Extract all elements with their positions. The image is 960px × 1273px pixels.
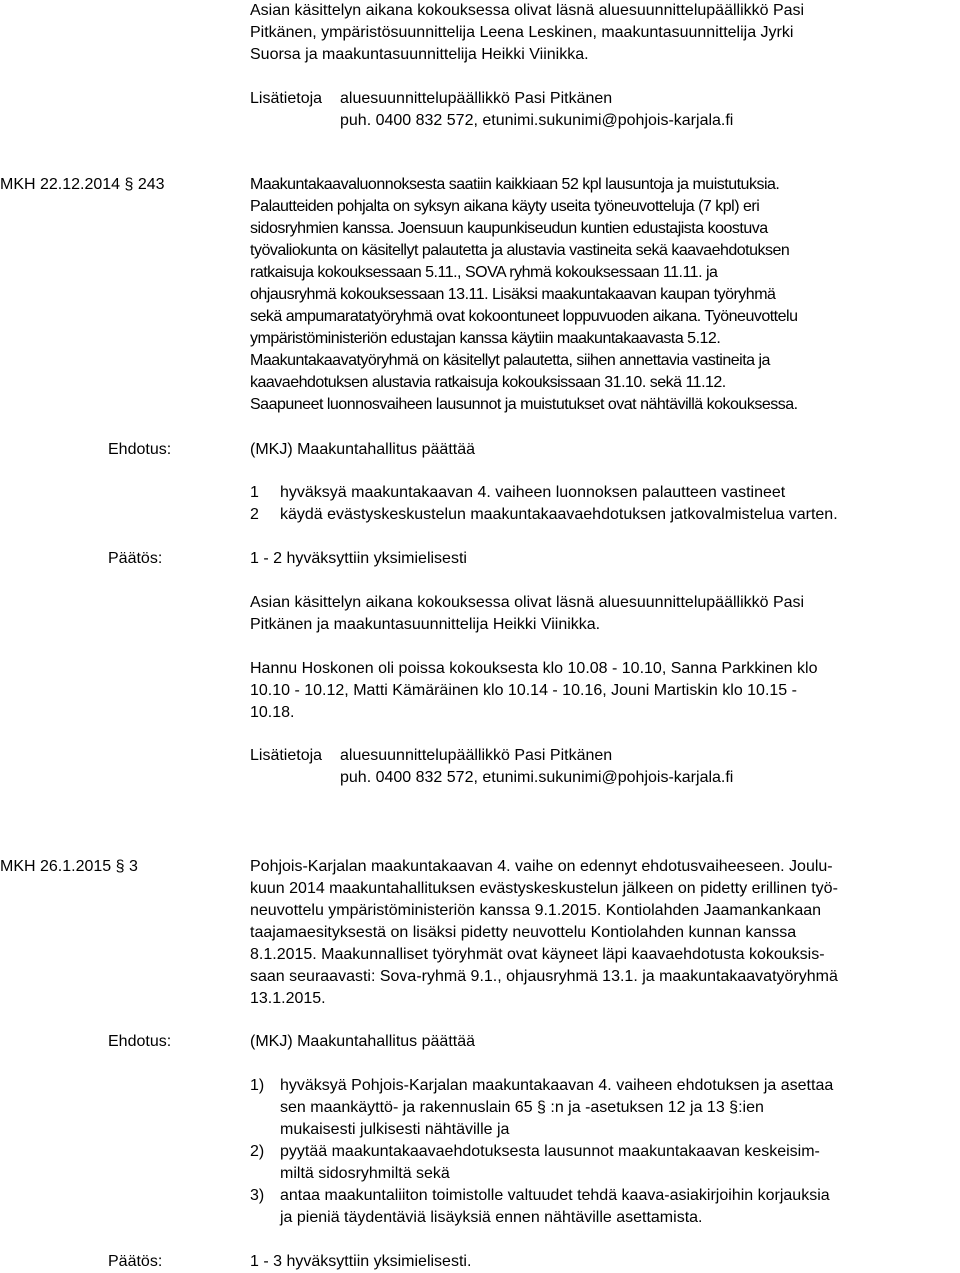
ehdotus-label: Ehdotus:: [108, 441, 172, 458]
text-line: Palautteiden pohjalta on syksyn aikana käyty useita työneuvotteluja (7 kpl) eri: [250, 198, 760, 215]
text-line: 10.10 - 10.12, Matti Kämäräinen klo 10.14 - 10.16, Jouni Martiskin klo 10.15 -: [250, 682, 797, 699]
text-line: työvaliokunta on käsitellyt palautetta ja alustavia vastineita sekä kaavaehdotuksen: [250, 242, 790, 259]
text-line: kaavaehdotuksen alustavia ratkaisuja kokouksissaan 31.10. sekä 11.12.: [250, 374, 726, 391]
text-line: Asian käsittelyn aikana kokouksessa olivat läsnä aluesuunnittelupäällikkö Pasi: [250, 594, 805, 611]
text-line: neuvottelu ympäristöministeriön kanssa 9.1.2015. Kontiolahden Jaamankankaan: [250, 902, 822, 919]
lisatietoja-label: Lisätietoja: [250, 747, 323, 764]
absence-paragraph: [250, 658, 960, 724]
list-item: 3) antaa maakuntaliiton toimistolle valtuudet tehdä kaava-asiakirjoihin korjauksia ja pieniä täydentäviä lisäyksiä ennen nähtäville asettamista.: [250, 1187, 830, 1226]
text-line: ympäristöministeriön edustajan kanssa käytiin maakuntakaavasta 5.12.: [250, 330, 721, 347]
list-item: 1) hyväksyä Pohjois-Karjalan maakuntakaavan 4. vaiheen ehdotuksen ja asettaa sen maankäyttö- ja rakennuslain 65 § :n ja -asetuksen 12 ja 13 §:ien mukaisesti julkisesti nähtäville ja: [250, 1077, 834, 1138]
text-line: kuun 2014 maakuntahallituksen evästyskeskustelun jälkeen on pidetty erillinen työ-: [250, 880, 838, 897]
section-body: [250, 856, 960, 1010]
paatos-label: Päätös:: [108, 1253, 163, 1270]
text-line: Pitkänen ja maakuntasuunnittelija Heikki Viinikka.: [250, 616, 601, 633]
lisatietoja-label: Lisätietoja: [250, 90, 323, 107]
text-line: ohjausryhmä kokouksessaan 13.11. Lisäksi maakuntakaavan kaupan työryhmä: [250, 286, 776, 303]
list-item: 1 hyväksyä maakuntakaavan 4. vaiheen luonnoksen palautteen vastineet: [250, 484, 786, 501]
contact-phone-email: puh. 0400 832 572, etunimi.sukunimi@pohjois-karjala.fi: [340, 112, 734, 129]
text-line: Pohjois-Karjalan maakuntakaavan 4. vaihe on edennyt ehdotusvaiheeseen. Joulu-: [250, 858, 833, 875]
text-line: ratkaisuja kokouksessaan 5.11., SOVA ryhmä kokouksessaan 11.11. ja: [250, 264, 718, 281]
text-line: Pitkänen, ympäristösuunnittelija Leena Leskinen, maakuntasuunnittelija Jyrki: [250, 24, 794, 41]
ehdotus-text: (MKJ) Maakuntahallitus päättää: [250, 441, 475, 458]
contact-phone-email: puh. 0400 832 572, etunimi.sukunimi@pohjois-karjala.fi: [340, 769, 734, 786]
text-line: sidosryhmien kanssa. Joensuun kaupunkiseudun kuntien edustajista koostuva: [250, 220, 768, 237]
list-item: 2 käydä evästyskeskustelun maakuntakaavaehdotuksen jatkovalmistelua varten.: [250, 506, 838, 523]
text-line: saan seuraavasti: Sova-ryhmä 9.1., ohjausryhmä 13.1. ja maakuntakaavatyöryhmä: [250, 968, 838, 985]
text-line: sekä ampumaratatyöryhmä ovat kokoontuneet loppuvuoden aikana. Työneuvottelu: [250, 308, 798, 325]
paatos-text: 1 - 3 hyväksyttiin yksimielisesti.: [250, 1253, 472, 1270]
text-line: 13.1.2015.: [250, 990, 326, 1007]
text-line: Hannu Hoskonen oli poissa kokouksesta klo 10.08 - 10.10, Sanna Parkkinen klo: [250, 660, 818, 677]
contact-name: aluesuunnittelupäällikkö Pasi Pitkänen: [340, 90, 613, 107]
ehdotus-text: (MKJ) Maakuntahallitus päättää: [250, 1033, 475, 1050]
decision-list: [250, 1075, 833, 1229]
text-line: 8.1.2015. Maakunnalliset työryhmät ovat käyneet läpi kaavaehdotusta kokouksis-: [250, 946, 825, 963]
contact-info: [340, 88, 733, 132]
intro-paragraph: [250, 0, 960, 66]
contact-info: [340, 745, 733, 789]
paatos-label: Päätös:: [108, 550, 163, 567]
text-line: Maakuntakaavaluonnoksesta saatiin kaikkiaan 52 kpl lausuntoja ja muistutuksia.: [250, 176, 780, 193]
text-line: Suorsa ja maakuntasuunnittelija Heikki Viinikka.: [250, 46, 589, 63]
section-reference: MKH 26.1.2015 § 3: [0, 858, 138, 875]
attendance-paragraph: [250, 592, 960, 636]
section-reference: MKH 22.12.2014 § 243: [0, 176, 165, 193]
text-line: Saapuneet luonnosvaiheen lausunnot ja muistutukset ovat nähtävillä kokouksessa.: [250, 396, 798, 413]
ehdotus-label: Ehdotus:: [108, 1033, 172, 1050]
text-line: taajamaesityksestä on lisäksi pidetty neuvottelu Kontiolahden kunnan kanssa: [250, 924, 797, 941]
text-line: Maakuntakaavatyöryhmä on käsitellyt palautetta, siihen annettavia vastineita ja: [250, 352, 770, 369]
list-item: 2) pyytää maakuntakaavaehdotuksesta lausunnot maakuntakaavan keskeisim- miltä sidosryhmiltä sekä: [250, 1143, 820, 1182]
section-body: [250, 174, 960, 416]
contact-name: aluesuunnittelupäällikkö Pasi Pitkänen: [340, 747, 613, 764]
paatos-text: 1 - 2 hyväksyttiin yksimielisesti: [250, 550, 467, 567]
text-line: Asian käsittelyn aikana kokouksessa olivat läsnä aluesuunnittelupäällikkö Pasi: [250, 2, 805, 19]
text-line: 10.18.: [250, 704, 295, 721]
decision-list: [250, 482, 838, 526]
